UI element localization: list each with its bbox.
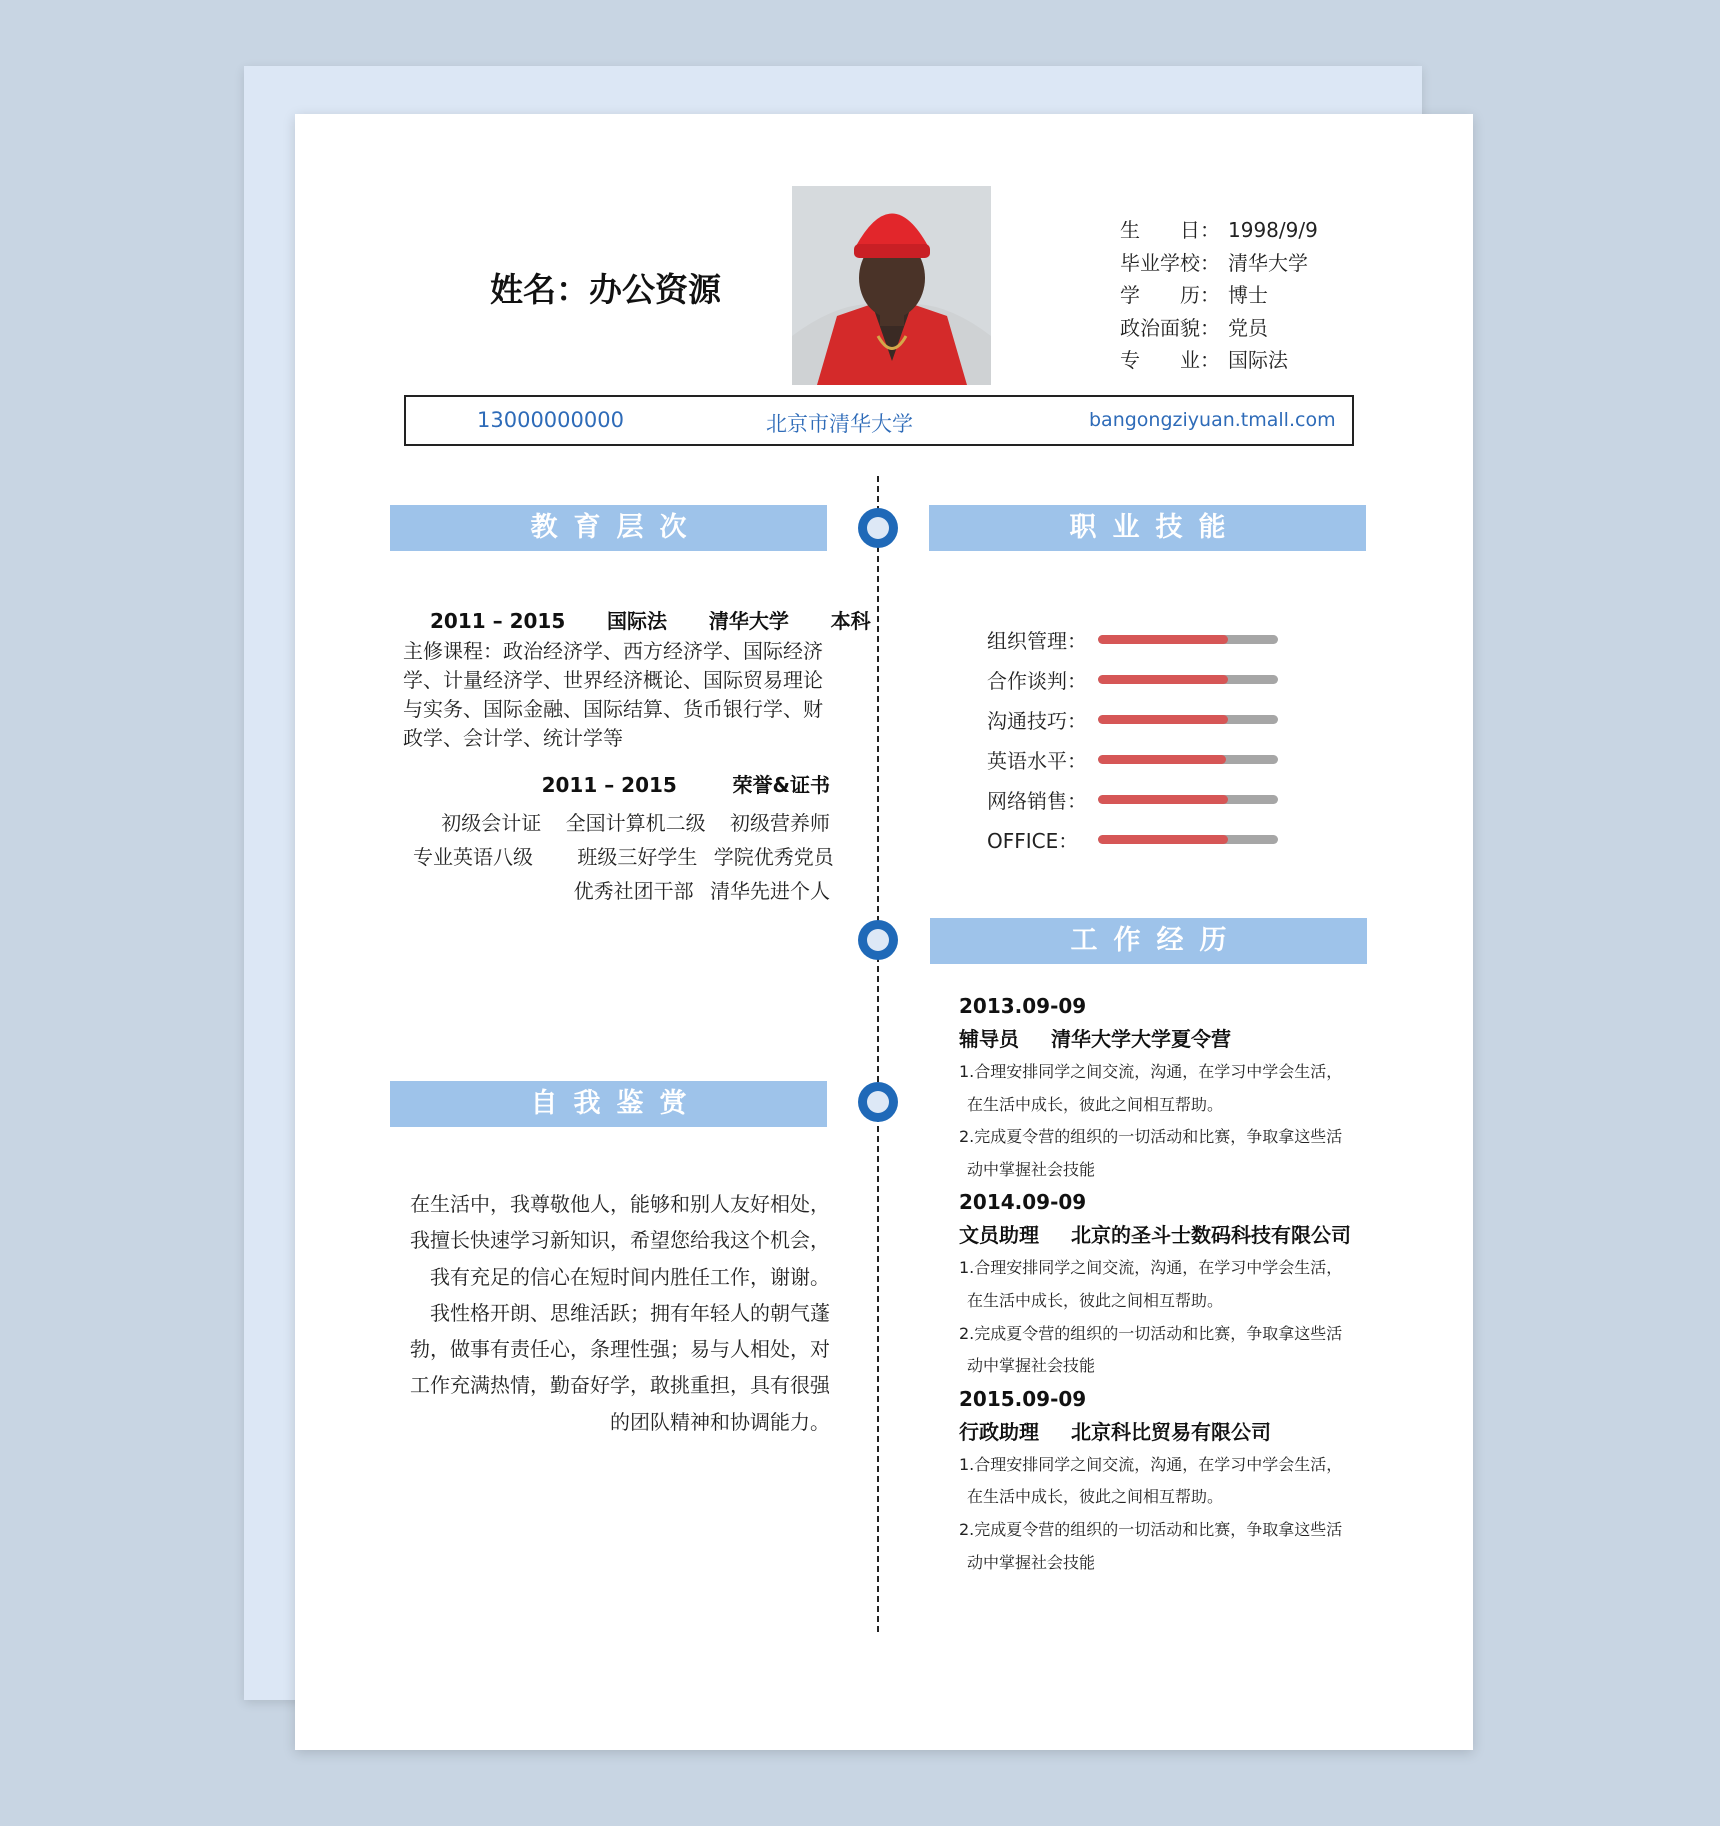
skill-bar-fill: [1098, 715, 1228, 724]
info-value: 1998/9/9: [1228, 218, 1318, 242]
honor-item: 学院优秀党员: [713, 845, 834, 869]
self-line: 勃，做事有责任心，条理性强；易与人相处，对: [410, 1337, 830, 1362]
honor-item: 初级会计证: [441, 811, 542, 835]
work-entry: [959, 1383, 1379, 1579]
info-degree: [1120, 279, 1318, 312]
honor-list: [395, 806, 834, 908]
contact-phone: 13000000000: [477, 408, 624, 432]
skill-row: [987, 741, 1307, 781]
resume-page: [295, 114, 1473, 1750]
work-duties: [959, 1056, 1379, 1186]
honor-period: 2011 – 2015: [541, 773, 677, 797]
person-photo-icon: [792, 186, 991, 385]
info-value: 党员: [1228, 315, 1268, 340]
education-heading: [430, 605, 871, 634]
info-value: 博士: [1228, 283, 1268, 307]
timeline-node: [858, 920, 898, 960]
skill-bar-fill: [1098, 635, 1228, 644]
honor-item: 清华先进个人: [710, 879, 830, 903]
work-date: 2013.09-09: [959, 994, 1087, 1018]
skill-row: [987, 661, 1307, 701]
education-period: 2011 – 2015: [430, 609, 566, 633]
work-duty-line: 1.合理安排同学之间交流，沟通，在学习中学会生活，: [959, 1062, 1343, 1081]
education-courses: 主修课程：政治经济学、西方经济学、国际经济学、计量经济学、世界经济概论、国际贸易理论与实务、国际金融、国际结算、货币银行学、财政学、会计学、统计学等: [403, 639, 823, 750]
skill-label: 合作谈判：: [987, 669, 1087, 693]
info-label: 生 日：: [1120, 218, 1220, 242]
skill-bar-track: [1098, 675, 1278, 684]
work-entry: [959, 990, 1379, 1186]
work-duty-line: 动中掌握社会技能: [967, 1552, 1096, 1572]
info-birthday: [1120, 214, 1318, 247]
timeline-node: [858, 508, 898, 548]
skill-label: 网络销售：: [987, 789, 1087, 813]
info-label: 政治面貌：: [1120, 315, 1220, 340]
skill-bar-track: [1098, 835, 1278, 844]
work-duty-line: 在生活中成长，彼此之间相互帮助。: [967, 1290, 1224, 1310]
self-line: 我有充足的信心在短时间内胜任工作，谢谢。: [430, 1264, 830, 1289]
info-value: 国际法: [1228, 348, 1288, 372]
skills-list: [987, 621, 1307, 861]
work-duties: [959, 1252, 1379, 1382]
self-line: 我性格开朗、思维活跃；拥有年轻人的朝气蓬: [430, 1300, 830, 1325]
skill-label: 沟通技巧：: [987, 709, 1087, 733]
honor-row: [395, 806, 830, 840]
info-label: 毕业学校：: [1120, 250, 1220, 275]
self-line: 我擅长快速学习新知识，希望您给我这个机会，: [410, 1228, 830, 1253]
work-company: 北京的圣斗士数码科技有限公司: [1071, 1223, 1351, 1248]
skill-bar-fill: [1098, 835, 1228, 844]
work-duty-line: 在生活中成长，彼此之间相互帮助。: [967, 1487, 1224, 1507]
work-title: 行政助理: [959, 1419, 1039, 1444]
skill-bar-track: [1098, 755, 1278, 764]
section-header-work: 工作经历: [930, 918, 1367, 964]
skill-label: OFFICE：: [987, 829, 1079, 853]
personal-info-list: [1120, 214, 1318, 377]
work-duty-line: 动中掌握社会技能: [967, 1356, 1096, 1376]
honor-heading: [430, 769, 830, 798]
self-line: 的团队精神和协调能力。: [610, 1409, 830, 1434]
self-line: 在生活中，我尊敬他人，能够和别人友好相处，: [410, 1192, 830, 1216]
honor-item: 优秀社团干部: [573, 879, 694, 903]
skill-label: 英语水平：: [987, 749, 1087, 773]
education-major: 国际法: [607, 609, 668, 633]
work-company: 北京科比贸易有限公司: [1071, 1419, 1271, 1444]
work-duty-line: 2.完成夏令营的组织的一切活动和比赛，争取拿这些活: [959, 1519, 1343, 1539]
info-school: [1120, 247, 1318, 280]
work-duty-line: 2.完成夏令营的组织的一切活动和比赛，争取拿这些活: [959, 1127, 1343, 1147]
honor-title: 荣誉&证书: [732, 773, 830, 797]
info-political-status: [1120, 312, 1318, 345]
work-list: [959, 990, 1379, 1579]
name-title: 姓名：办公资源: [490, 270, 721, 309]
work-duty-line: 2.完成夏令营的组织的一切活动和比赛，争取拿这些活: [959, 1323, 1343, 1343]
info-value: 清华大学: [1228, 250, 1308, 275]
timeline-node: [858, 1082, 898, 1122]
work-duty-line: 在生活中成长，彼此之间相互帮助。: [967, 1094, 1224, 1114]
contact-bar: [404, 395, 1354, 446]
section-header-education: 教育层次: [390, 505, 827, 551]
work-duty-line: 动中掌握社会技能: [967, 1159, 1096, 1179]
education-school: 清华大学: [708, 609, 789, 633]
work-duty-line: 1.合理安排同学之间交流，沟通，在学习中学会生活，: [959, 1258, 1343, 1278]
skill-bar-track: [1098, 715, 1278, 724]
skill-bar-track: [1098, 635, 1278, 644]
info-label: 专 业：: [1120, 348, 1220, 372]
honor-item: 全国计算机二级: [565, 811, 706, 835]
skill-row: [987, 821, 1307, 861]
contact-email: bangongziyuan.tmall.com: [1089, 409, 1336, 431]
info-major: [1120, 344, 1318, 377]
skill-bar-track: [1098, 795, 1278, 804]
timeline-dashed-line: [877, 476, 879, 1632]
work-duties: [959, 1449, 1379, 1579]
section-header-skills: 职业技能: [929, 505, 1366, 551]
profile-photo: [792, 186, 991, 385]
skill-label: 组织管理：: [987, 629, 1087, 653]
work-heading: [959, 1219, 1379, 1252]
work-heading: [959, 1023, 1379, 1056]
skill-row: [987, 621, 1307, 661]
work-heading: [959, 1416, 1379, 1449]
honor-row: [395, 840, 834, 874]
self-line: 工作充满热情，勤奋好学，敢挑重担，具有很强: [410, 1373, 830, 1398]
skill-row: [987, 701, 1307, 741]
work-date: 2014.09-09: [959, 1190, 1087, 1215]
skill-bar-fill: [1098, 795, 1228, 804]
work-duty-line: 1.合理安排同学之间交流，沟通，在学习中学会生活，: [959, 1454, 1343, 1474]
skill-bar-fill: [1098, 755, 1226, 764]
honor-item: 专业英语八级: [413, 845, 533, 869]
skill-row: [987, 781, 1307, 821]
education-degree: 本科: [830, 609, 871, 633]
work-title: 辅导员: [959, 1027, 1019, 1051]
honor-item: 初级营养师: [730, 811, 830, 835]
work-entry: [959, 1186, 1379, 1382]
skill-bar-fill: [1098, 675, 1228, 684]
work-company: 清华大学大学夏令营: [1051, 1027, 1231, 1051]
honor-row: [395, 874, 830, 908]
work-title: 文员助理: [959, 1223, 1039, 1248]
info-label: 学 历：: [1120, 283, 1220, 307]
self-evaluation: [395, 1186, 830, 1440]
section-header-self: 自我鉴赏: [390, 1081, 827, 1127]
work-date: 2015.09-09: [959, 1386, 1087, 1411]
honor-item: 班级三好学生: [577, 845, 698, 869]
contact-address: 北京市清华大学: [766, 412, 913, 436]
